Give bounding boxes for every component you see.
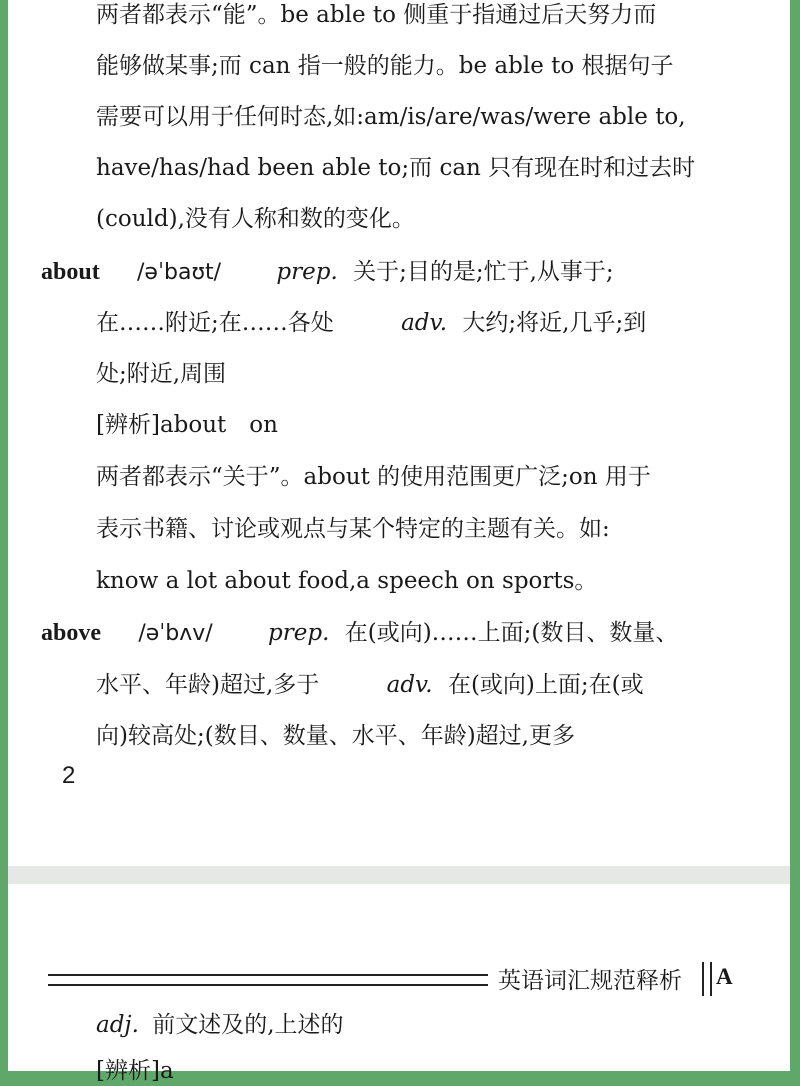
part-of-speech: adv.	[386, 672, 433, 698]
definition: 水平、年龄)超过,多于	[96, 672, 320, 698]
entry-about	[41, 257, 614, 288]
part-of-speech: adv.	[401, 310, 448, 336]
text-line: 处;附近,周围	[96, 361, 227, 387]
text-line: have/has/had been able to;而 can 只有现在时和过去时	[96, 155, 696, 181]
definition: 关于;目的是;忙于,从事于;	[353, 259, 614, 285]
section-letter: A	[716, 964, 733, 989]
text-line: (could),没有人称和数的变化。	[96, 206, 415, 232]
text-line	[96, 308, 646, 338]
text-line	[96, 670, 644, 700]
phonetic: /əˈbaʊt/	[137, 260, 222, 285]
headword: above	[41, 620, 101, 646]
entry-above	[41, 618, 678, 649]
text-line: know a lot about food,a speech on sports。	[96, 568, 598, 594]
analysis-heading: [辨析]a	[96, 1058, 174, 1084]
phonetic: /əˈbʌv/	[138, 621, 213, 646]
definition: 在……附近;在……各处	[96, 310, 334, 336]
definition: 在(或向)……上面;(数目、数量、	[344, 620, 679, 646]
definition: 在(或向)上面;在(或	[447, 672, 644, 698]
definition: 前文述及的,上述的	[152, 1012, 344, 1038]
part-of-speech: prep.	[268, 620, 330, 646]
text-line: 能够做某事;而 can 指一般的能力。be able to 根据句子	[96, 53, 674, 79]
definition: 大约;将近,几乎;到	[462, 310, 647, 336]
headword: about	[41, 259, 100, 285]
running-header-title: 英语词汇规范释析	[498, 968, 682, 994]
text-line	[96, 1010, 344, 1040]
header-rule	[48, 974, 488, 986]
page-number: 2	[62, 762, 76, 789]
header-divider	[702, 962, 712, 996]
text-line: 向)较高处;(数目、数量、水平、年龄)超过,更多	[96, 723, 575, 749]
page-bottom	[8, 884, 790, 1084]
part-of-speech: adj.	[96, 1012, 139, 1038]
analysis-heading: [辨析]about on	[96, 412, 278, 438]
text-line: 需要可以用于任何时态,如:am/is/are/was/were able to,	[96, 104, 686, 130]
text-line: 表示书籍、讨论或观点与某个特定的主题有关。如:	[96, 516, 610, 542]
page-gap	[8, 866, 790, 884]
part-of-speech: prep.	[276, 259, 338, 285]
text-line: 两者都表示“关于”。about 的使用范围更广泛;on 用于	[96, 464, 651, 490]
page-top	[8, 0, 790, 866]
text-line: 两者都表示“能”。be able to 侧重于指通过后天努力而	[96, 2, 657, 28]
